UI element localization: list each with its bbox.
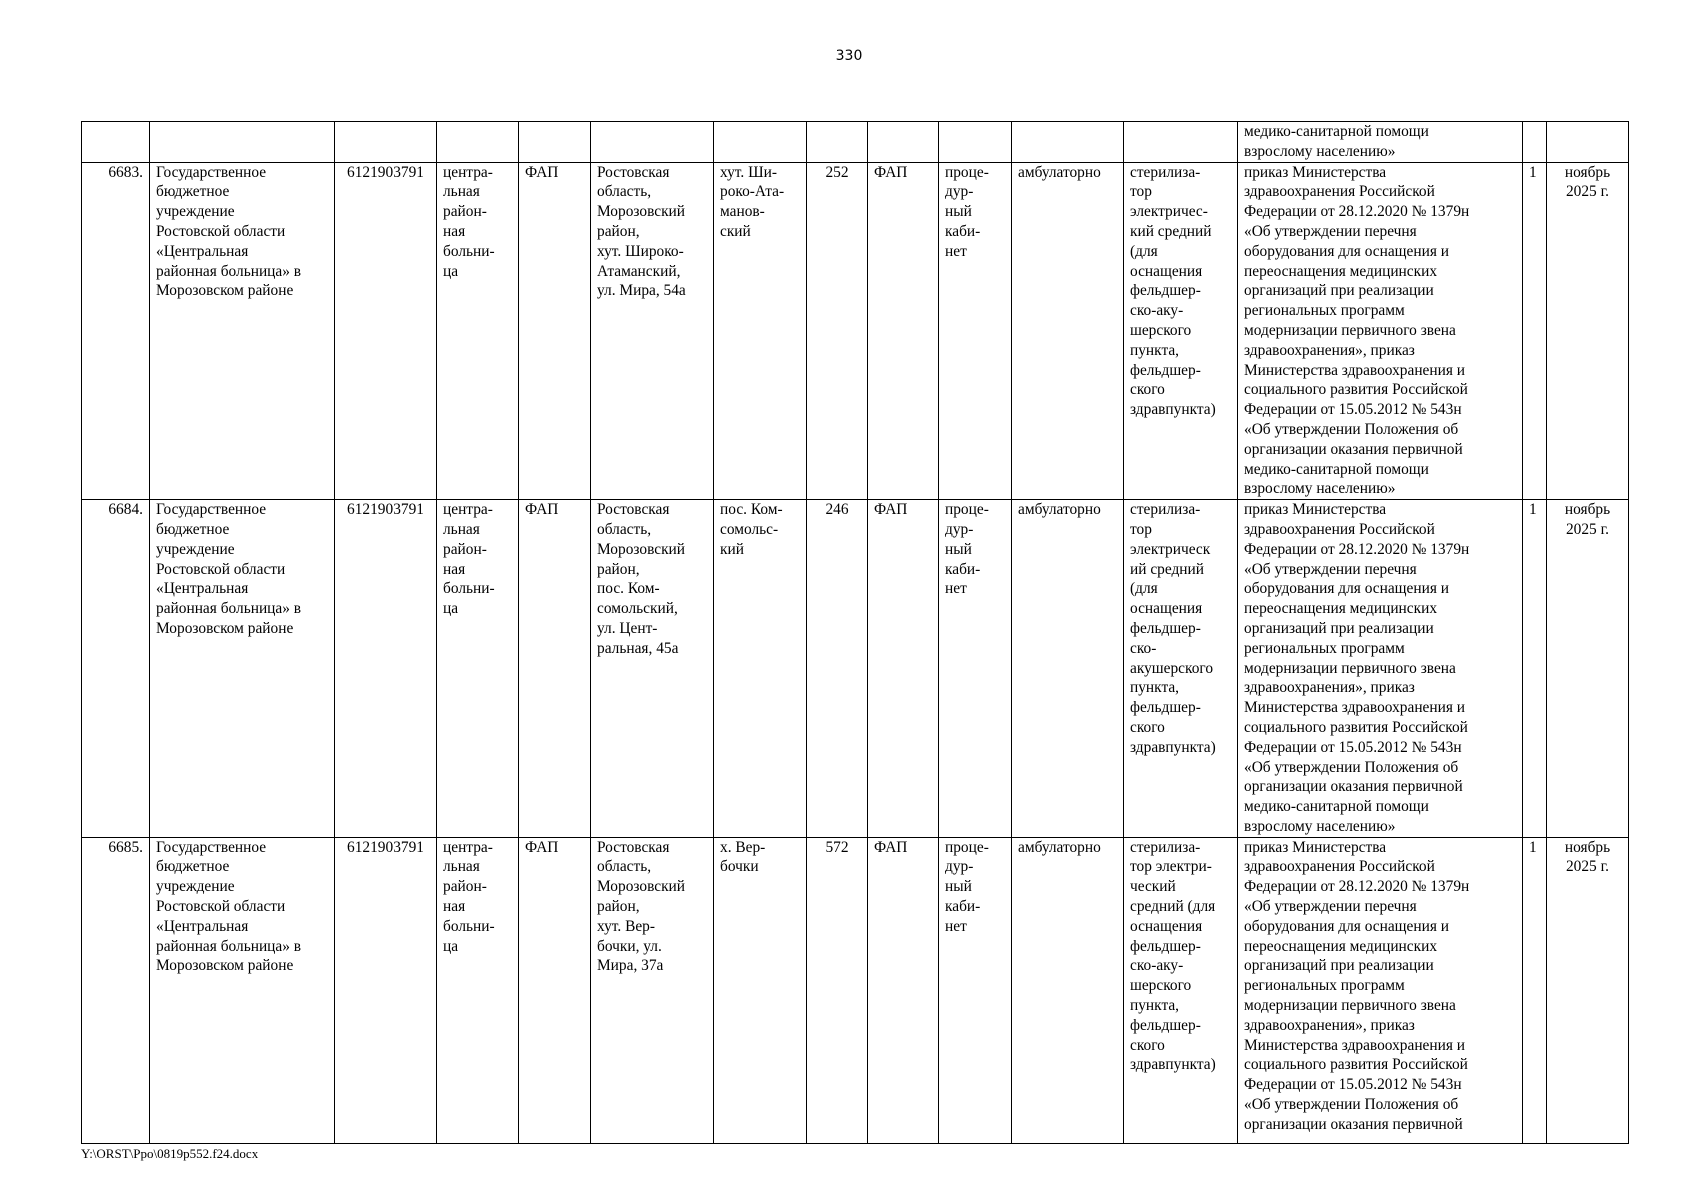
cell-date	[1547, 122, 1629, 163]
cell-settlement: пос. Ком- сомольс- кий	[714, 500, 807, 838]
table-row	[82, 837, 1629, 1143]
cell-qty: 1	[1523, 837, 1547, 1143]
cell-address: Ростовская область, Морозовский район, хут. Вер- бочки, ул. Мира, 37а	[591, 837, 714, 1143]
cell-room: проце- дур- ный каби- нет	[939, 837, 1012, 1143]
cell-unit-type: ФАП	[519, 837, 591, 1143]
cell-room: проце- дур- ный каби- нет	[939, 500, 1012, 838]
cell-equipment: стерилиза- тор электричес- кий средний (для оснащения фельдшер- ско-аку- шерского пункта, фельдшер- ского здравпункта)	[1124, 162, 1238, 500]
cell-inn: 6121903791	[335, 500, 437, 838]
cell-org: Государственное бюджетное учреждение Ростовской области «Центральная районная больница» в Морозовском районе	[150, 500, 335, 838]
table-row	[82, 162, 1629, 500]
cell-unit-type: ФАП	[519, 500, 591, 838]
cell-num	[82, 122, 150, 163]
cell-facility: ФАП	[868, 162, 939, 500]
cell-room	[939, 122, 1012, 163]
cell-org: Государственное бюджетное учреждение Ростовской области «Центральная районная больница» в Морозовском районе	[150, 162, 335, 500]
cell-inn	[335, 122, 437, 163]
cell-date: ноябрь 2025 г.	[1547, 162, 1629, 500]
cell-inn: 6121903791	[335, 162, 437, 500]
cell-org	[150, 122, 335, 163]
cell-care-form	[1012, 122, 1124, 163]
file-path-footer: Y:\ORST\Ppo\0819p552.f24.docx	[81, 1146, 259, 1161]
cell-population: 252	[807, 162, 868, 500]
cell-settlement	[714, 122, 807, 163]
cell-room: проце- дур- ный каби- нет	[939, 162, 1012, 500]
cell-address: Ростовская область, Морозовский район, пос. Ком- сомольский, ул. Цент- ральная, 45а	[591, 500, 714, 838]
cell-population: 246	[807, 500, 868, 838]
cell-care-form: амбулаторно	[1012, 162, 1124, 500]
cell-org-type: центра- льная район- ная больни- ца	[437, 837, 519, 1143]
table-row-continued	[82, 122, 1629, 163]
cell-equipment: стерилиза- тор электри- ческий средний (для оснащения фельдшер- ско-аку- шерского пункта, фельдшер- ского здравпункта)	[1124, 837, 1238, 1143]
cell-legal-basis: приказ Министерства здравоохранения Российской Федерации от 28.12.2020 № 1379н «Об утверждении перечня оборудования для оснащения и переоснащения медицинских организаций при реализации региональных программ модернизации первичного звена здравоохранения», приказ Министерства здравоохранения и социального развития Российской Федерации от 15.05.2012 № 543н «Об утверждении Положения об организации оказания первичной	[1238, 837, 1523, 1143]
cell-legal-basis: медико-санитарной помощи взрослому населению»	[1238, 122, 1523, 163]
cell-num: 6683.	[82, 162, 150, 500]
cell-care-form: амбулаторно	[1012, 837, 1124, 1143]
cell-address	[591, 122, 714, 163]
cell-unit-type: ФАП	[519, 162, 591, 500]
cell-num: 6685.	[82, 837, 150, 1143]
cell-facility: ФАП	[868, 837, 939, 1143]
cell-org: Государственное бюджетное учреждение Ростовской области «Центральная районная больница» в Морозовском районе	[150, 837, 335, 1143]
cell-inn: 6121903791	[335, 837, 437, 1143]
cell-unit-type	[519, 122, 591, 163]
cell-org-type: центра- льная район- ная больни- ца	[437, 500, 519, 838]
cell-facility: ФАП	[868, 500, 939, 838]
cell-settlement: хут. Ши- роко-Ата- манов- ский	[714, 162, 807, 500]
cell-address: Ростовская область, Морозовский район, хут. Широко- Атаманский, ул. Мира, 54а	[591, 162, 714, 500]
table-row	[82, 500, 1629, 838]
page-number: 330	[835, 48, 863, 64]
cell-qty	[1523, 122, 1547, 163]
cell-facility	[868, 122, 939, 163]
cell-qty: 1	[1523, 162, 1547, 500]
cell-settlement: х. Вер- бочки	[714, 837, 807, 1143]
cell-population	[807, 122, 868, 163]
cell-org-type: центра- льная район- ная больни- ца	[437, 162, 519, 500]
cell-legal-basis: приказ Министерства здравоохранения Российской Федерации от 28.12.2020 № 1379н «Об утверждении перечня оборудования для оснащения и переоснащения медицинских организаций при реализации региональных программ модернизации первичного звена здравоохранения», приказ Министерства здравоохранения и социального развития Российской Федерации от 15.05.2012 № 543н «Об утверждении Положения об организации оказания первичной медико-санитарной помощи взрослому населению»	[1238, 162, 1523, 500]
cell-equipment	[1124, 122, 1238, 163]
cell-legal-basis: приказ Министерства здравоохранения Российской Федерации от 28.12.2020 № 1379н «Об утверждении перечня оборудования для оснащения и переоснащения медицинских организаций при реализации региональных программ модернизации первичного звена здравоохранения», приказ Министерства здравоохранения и социального развития Российской Федерации от 15.05.2012 № 543н «Об утверждении Положения об организации оказания первичной медико-санитарной помощи взрослому населению»	[1238, 500, 1523, 838]
cell-qty: 1	[1523, 500, 1547, 838]
cell-num: 6684.	[82, 500, 150, 838]
cell-org-type	[437, 122, 519, 163]
cell-date: ноябрь 2025 г.	[1547, 500, 1629, 838]
cell-population: 572	[807, 837, 868, 1143]
cell-care-form: амбулаторно	[1012, 500, 1124, 838]
cell-equipment: стерилиза- тор электрическ ий средний (для оснащения фельдшер- ско- акушерского пункта, фельдшер- ского здравпункта)	[1124, 500, 1238, 838]
cell-date: ноябрь 2025 г.	[1547, 837, 1629, 1143]
equipment-table	[81, 121, 1629, 1144]
